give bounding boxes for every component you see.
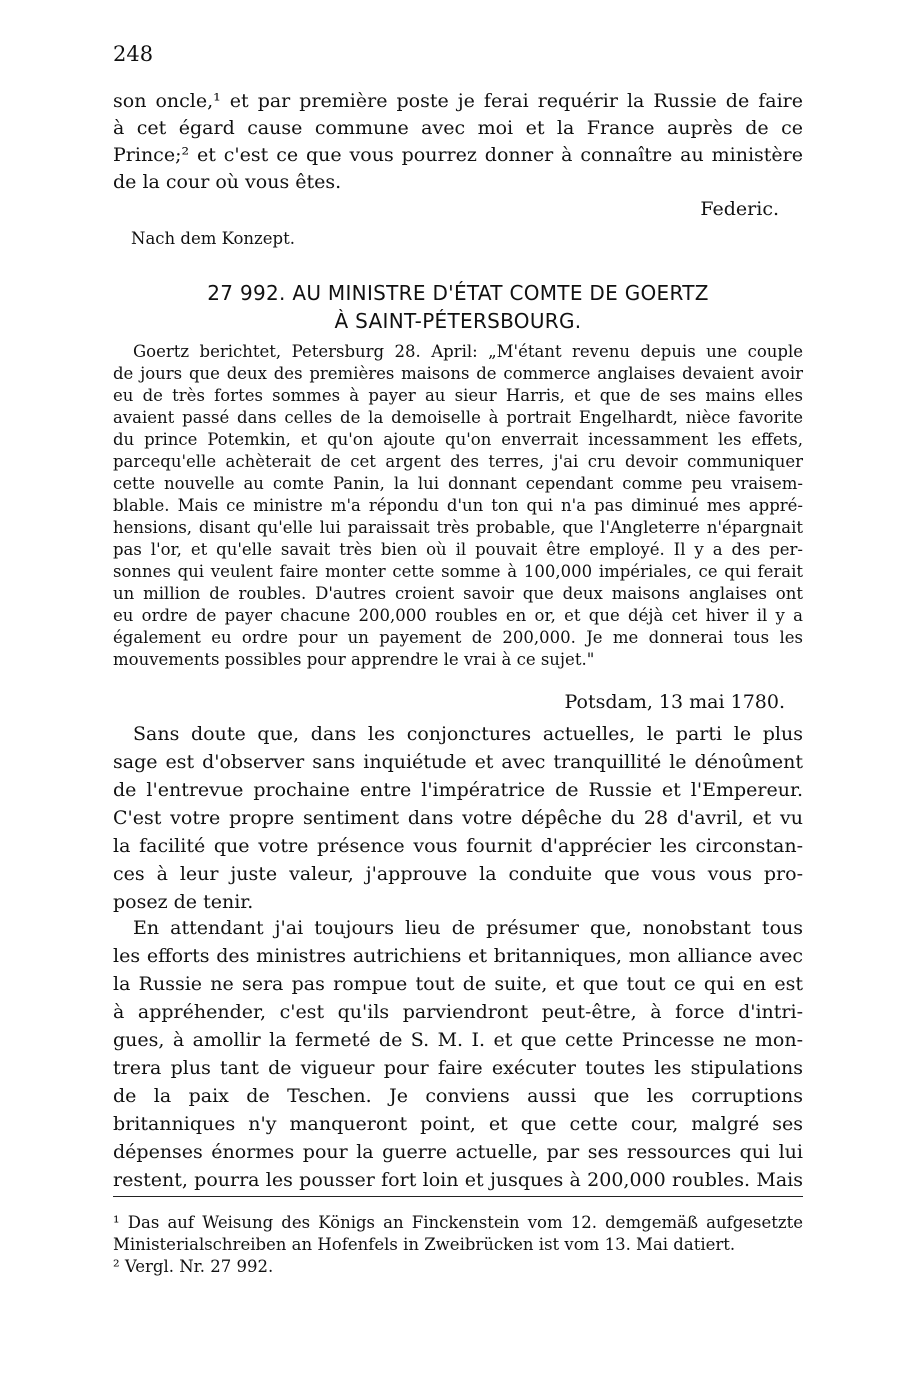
summary-line: mouvements possibles pour apprendre le vrai à ce sujet." — [113, 650, 595, 669]
body-line: britanniques n'y manqueront point, et que cette cour, malgré ses — [113, 1113, 803, 1135]
summary-line: parcequ'elle achèterait de cet argent des terres, j'ai cru devoir communiquer — [113, 452, 803, 471]
letter-title: 27 992. AU MINISTRE D'ÉTAT COMTE DE GOERTZ — [207, 281, 709, 305]
footnote-divider — [113, 1196, 803, 1197]
footnote: ² Vergl. Nr. 27 992. — [113, 1257, 274, 1276]
body-line: C'est votre propre sentiment dans votre dépêche du 28 d'avril, et vu — [113, 807, 803, 829]
letter-title: À SAINT-PÉTERSBOURG. — [334, 309, 582, 333]
summary-line: du prince Potemkin, et qu'on ajoute qu'on enverrait incessamment les effets, — [113, 430, 803, 449]
body-line: sage est d'observer sans inquiétude et avec tranquillité le dénoûment — [113, 751, 803, 773]
body-line: les efforts des ministres autrichiens et britanniques, mon alliance avec — [113, 945, 803, 967]
footnote: Ministerialschreiben an Hofenfels in Zweibrücken ist vom 13. Mai datiert. — [113, 1235, 736, 1254]
signature: Federic. — [700, 198, 779, 220]
summary-line: eu de très fortes sommes à payer au sieur Harris, et que de ses mains elles — [113, 386, 803, 405]
body-line: restent, pourra les pousser fort loin et jusques à 200,000 roubles. Mais — [113, 1169, 803, 1191]
body-line: Sans doute que, dans les conjonctures actuelles, le parti le plus — [133, 723, 803, 745]
body-line: à appréhender, c'est qu'ils parviendront peut-être, à force d'intri- — [113, 1001, 803, 1023]
summary-line: Goertz berichtet, Petersburg 28. April: „M'étant revenu depuis une couple — [133, 342, 803, 361]
summary-line: avaient passé dans celles de la demoiselle à portrait Engelhardt, nièce favorite — [113, 408, 803, 427]
body-line: posez de tenir. — [113, 891, 254, 913]
body-line: son oncle,¹ et par première poste je ferai requérir la Russie de faire — [113, 90, 803, 112]
dateline: Potsdam, 13 mai 1780. — [564, 691, 785, 713]
body-line: trera plus tant de vigueur pour faire exécuter toutes les stipulations — [113, 1057, 803, 1079]
body-line: à cet égard cause commune avec moi et la France auprès de ce — [113, 117, 803, 139]
body-line: la Russie ne sera pas rompue tout de suite, et que tout ce qui en est — [113, 973, 803, 995]
summary-line: de jours que deux des premières maisons de commerce anglaises devaient avoir — [113, 364, 803, 383]
body-line: de l'entrevue prochaine entre l'impératrice de Russie et l'Empereur. — [113, 779, 803, 801]
summary-line: eu ordre de payer chacune 200,000 roubles en or, et que déjà cet hiver il y a — [113, 606, 803, 625]
summary-line: cette nouvelle au comte Panin, la lui donnant cependant comme peu vraisem- — [113, 474, 803, 493]
summary-line: sonnes qui veulent faire monter cette somme à 100,000 impériales, ce qui ferait — [113, 562, 803, 581]
summary-line: pas l'or, et qu'elle savait très bien où il pouvait être employé. Il y a des per- — [113, 540, 803, 559]
body-line: la facilité que votre présence vous fournit d'apprécier les circonstan- — [113, 835, 803, 857]
body-line: de la cour où vous êtes. — [113, 171, 342, 193]
footnote: ¹ Das auf Weisung des Königs an Finckenstein vom 12. demgemäß aufgesetzte — [113, 1213, 803, 1232]
summary-line: également eu ordre pour un payement de 200,000. Je me donnerai tous les — [113, 628, 803, 647]
source-note: Nach dem Konzept. — [131, 229, 295, 248]
summary-line: un million de roubles. D'autres croient savoir que deux maisons anglaises ont — [113, 584, 803, 603]
body-line: ces à leur juste valeur, j'approuve la conduite que vous vous pro- — [113, 863, 803, 885]
body-line: gues, à amollir la fermeté de S. M. I. et que cette Princesse ne mon- — [113, 1029, 803, 1051]
body-line: Prince;² et c'est ce que vous pourrez donner à connaître au ministère — [113, 144, 803, 166]
body-line: de la paix de Teschen. Je conviens aussi que les corruptions — [113, 1085, 803, 1107]
summary-line: blable. Mais ce ministre m'a répondu d'un ton qui n'a pas diminué mes appré- — [113, 496, 803, 515]
body-line: dépenses énormes pour la guerre actuelle, par ses ressources qui lui — [113, 1141, 803, 1163]
summary-line: hensions, disant qu'elle lui paraissait très probable, que l'Angleterre n'épargnait — [113, 518, 803, 537]
page-number: 248 — [113, 42, 154, 66]
body-line: En attendant j'ai toujours lieu de présumer que, nonobstant tous — [133, 917, 803, 939]
